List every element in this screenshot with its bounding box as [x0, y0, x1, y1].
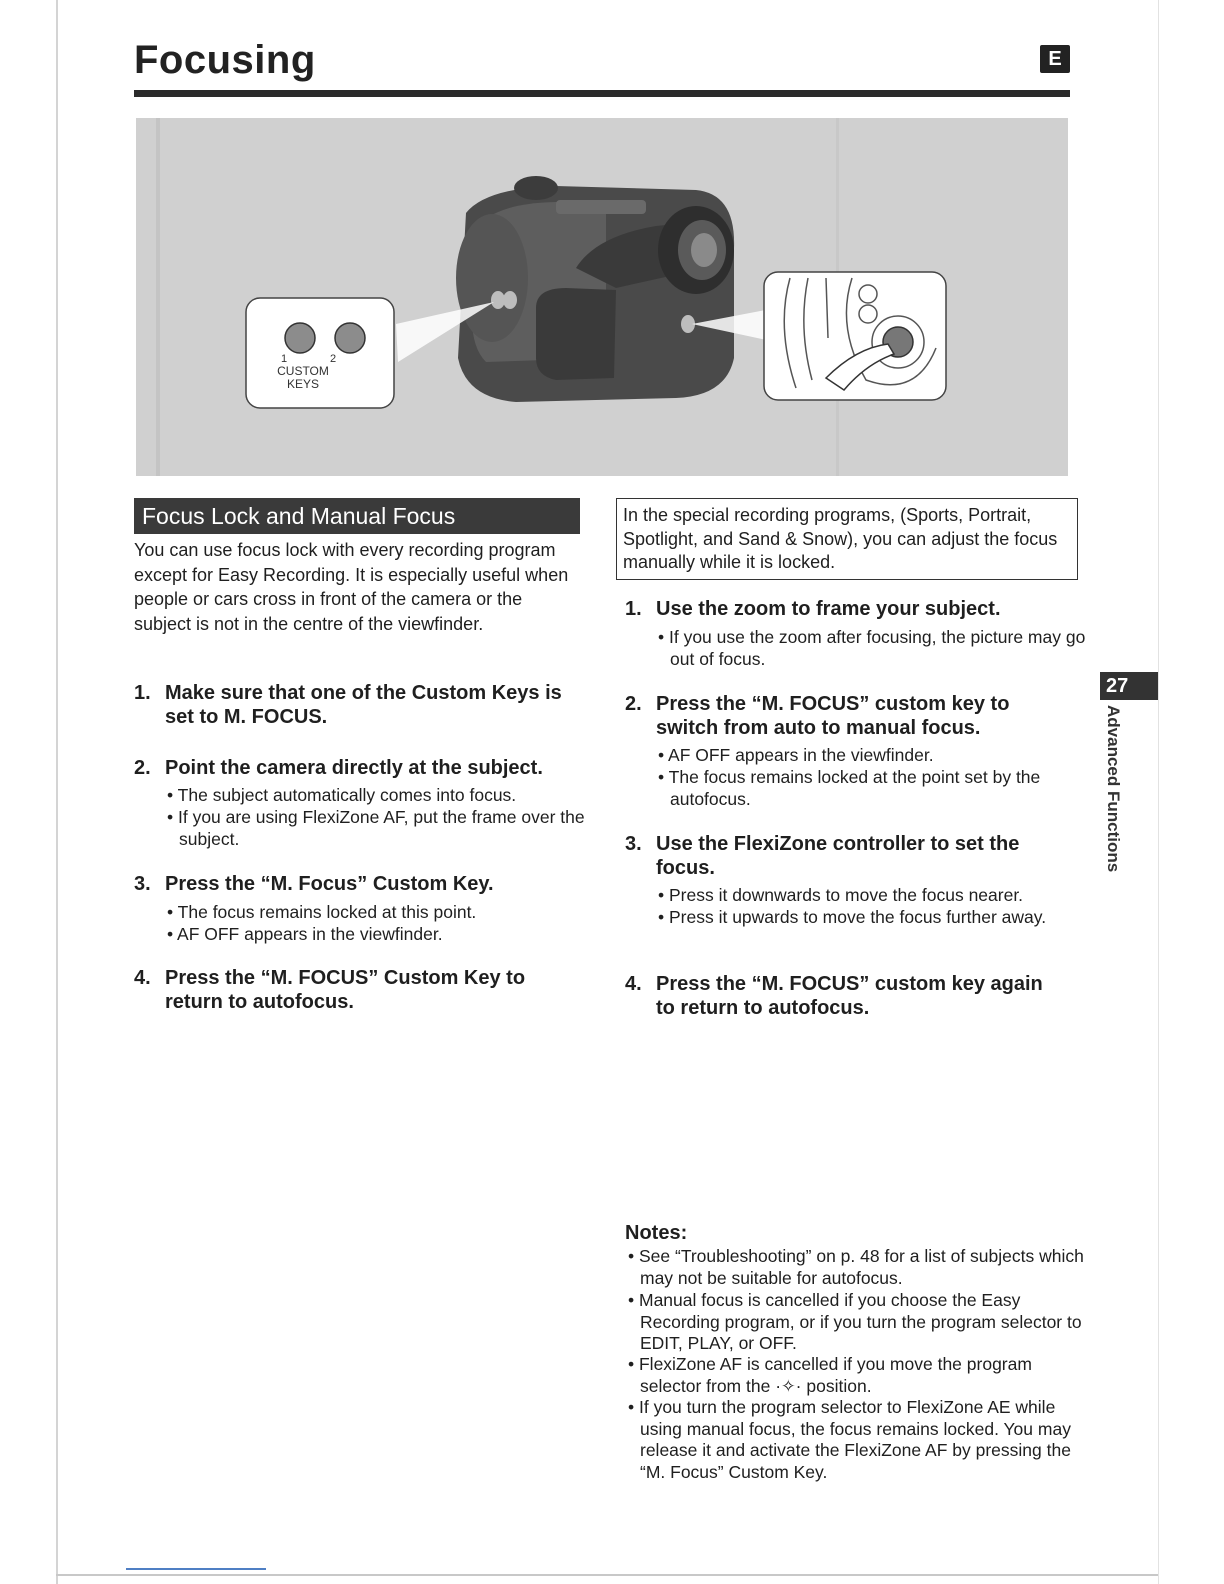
section-side-label: Advanced Functions: [1104, 705, 1123, 873]
step-title: Press the “M. Focus” Custom Key.: [165, 873, 494, 895]
scan-edge-left: [56, 0, 58, 1584]
right-step-1-bullet-1: • If you use the zoom after focusing, the picture may go out of focus.: [658, 627, 1086, 669]
left-step-3-bullet-2: • AF OFF appears in the viewfinder.: [167, 924, 443, 944]
page-number: 27: [1100, 672, 1158, 700]
callout-keys-label: KEYS: [286, 377, 320, 391]
step-number: 3.: [134, 873, 151, 895]
right-step-4: [625, 973, 1065, 1020]
right-step-2: [625, 693, 1055, 740]
special-programs-note: In the special recording programs, (Sports, Portrait, Spotlight, and Sand & Snow), you can adjust the focus manually while it is locked.: [616, 498, 1078, 580]
left-step-2: [134, 757, 594, 781]
lens-front: [456, 214, 528, 342]
custom-key-1-on-body: [491, 291, 505, 309]
scan-edge-right: [1158, 0, 1159, 1584]
left-step-2-bullet-1: • The subject automatically comes into focus.: [167, 785, 517, 805]
right-step-2-bullet-2: • The focus remains locked at the point set by the autofocus.: [658, 767, 1041, 809]
right-step-3: [625, 833, 1065, 880]
language-badge: E: [1040, 45, 1070, 73]
callout-custom-label: CUSTOM: [277, 364, 329, 378]
title-rule: [134, 90, 1070, 97]
flexizone-callout: [764, 272, 946, 400]
note-item-1: • See “Troubleshooting” on p. 48 for a list of subjects which may not be suitable for autofocus.: [628, 1246, 1084, 1288]
left-step-3-bullet-1: • The focus remains locked at this point.: [167, 902, 477, 922]
step-number: 4.: [134, 967, 151, 989]
custom-key-2-icon: [335, 323, 365, 353]
intro-paragraph: You can use focus lock with every recording program except for Easy Recording. It is especially useful when people or cars cross in front of the camera or the subject is not in the centre of the viewfinder.: [134, 540, 569, 634]
notes-heading: Notes:: [625, 1222, 688, 1244]
step-number: 2.: [625, 693, 642, 715]
camcorder-svg: [136, 118, 1068, 476]
left-step-4: [134, 967, 584, 1014]
callout-key-2-label: 2: [330, 353, 337, 365]
note-item-4: • If you turn the program selector to FlexiZone AE while using manual focus, the focus remains locked. You may release it and activate the FlexiZone AF by pressing the “M. Focus” Custom Key.: [628, 1397, 1071, 1482]
left-step-1: [134, 682, 584, 729]
step-title: Press the “M. FOCUS” Custom Key to return to autofocus.: [165, 967, 526, 1013]
note-item-3: • FlexiZone AF is cancelled if you move the program selector from the ·✧· position.: [628, 1354, 1032, 1396]
left-step-3: [134, 873, 584, 897]
callout-key-1-label: 1: [281, 353, 288, 365]
step-number: 1.: [625, 598, 642, 620]
step-title: Press the “M. FOCUS” custom key to switch from auto to manual focus.: [656, 693, 1010, 739]
control-dial: [514, 176, 558, 200]
custom-key-2-on-body: [503, 291, 517, 309]
scan-bottom-mark: [126, 1568, 266, 1570]
camcorder-illustration: [136, 118, 1068, 476]
right-step-3-bullet-1: • Press it downwards to move the focus nearer.: [658, 885, 1024, 905]
step-title: Point the camera directly at the subject.: [165, 757, 543, 779]
step-title: Make sure that one of the Custom Keys is set to M. FOCUS.: [165, 682, 562, 728]
step-title: Press the “M. FOCUS” custom key again to return to autofocus.: [656, 973, 1043, 1019]
note-item-2: • Manual focus is cancelled if you choose the Easy Recording program, or if you turn the program selector to EDIT, PLAY, or OFF.: [628, 1290, 1082, 1353]
step-number: 4.: [625, 973, 642, 995]
step-title: Use the zoom to frame your subject.: [656, 598, 1001, 620]
step-number: 1.: [134, 682, 151, 704]
scan-bottom-rule: [56, 1574, 1158, 1576]
step-title: Use the FlexiZone controller to set the focus.: [656, 833, 1020, 879]
custom-key-1-icon: [285, 323, 315, 353]
left-step-2-bullet-2: • If you are using FlexiZone AF, put the frame over the subject.: [167, 807, 585, 849]
right-step-1: [625, 598, 1065, 622]
section-side-tab: [1097, 705, 1123, 875]
step-number: 2.: [134, 757, 151, 779]
right-step-3-bullet-2: • Press it upwards to move the focus further away.: [658, 907, 1047, 927]
right-step-2-bullet-1: • AF OFF appears in the viewfinder.: [658, 745, 934, 765]
custom-keys-callout: [246, 298, 394, 408]
step-number: 3.: [625, 833, 642, 855]
page-title: Focusing: [134, 38, 316, 82]
section-heading: Focus Lock and Manual Focus: [134, 498, 580, 534]
